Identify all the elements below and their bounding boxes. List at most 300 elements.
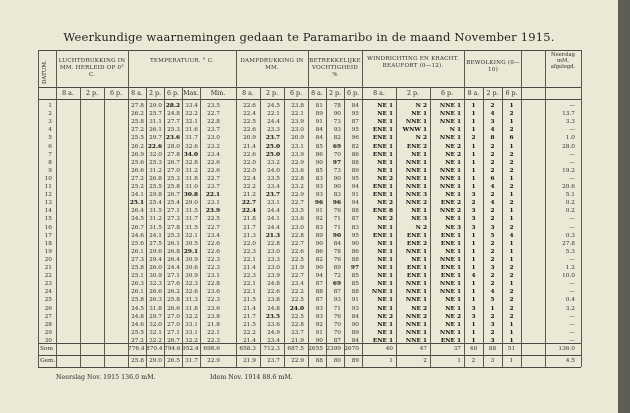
temperature-cell: 25.6 — [131, 159, 144, 166]
cloud-cell: 2 — [509, 159, 514, 166]
wind-cell: NE 1 — [377, 281, 393, 288]
cloud-cell: 2 — [509, 127, 514, 134]
temperature-cell: 33.1 — [185, 321, 198, 328]
cloud-cell: 1 — [509, 329, 514, 336]
temperature-cell: 26.2 — [131, 111, 144, 118]
cloud-cell: 3 — [471, 224, 476, 231]
temperature-cell: 26.3 — [131, 281, 144, 288]
temperature-cell: 29.0 — [149, 103, 162, 109]
humidity-cell: 73 — [333, 119, 341, 126]
humidity-cell: 71 — [333, 224, 341, 231]
cloud-cell: 1 — [509, 119, 514, 126]
totals-cloud: 40 — [469, 346, 478, 352]
humidity-cell: 82 — [333, 135, 341, 142]
day-number: 24 — [44, 289, 52, 296]
subheader-cell: 8 a. — [62, 90, 74, 97]
day-number: 23 — [44, 281, 52, 288]
temperature-cell: 31.8 — [149, 305, 162, 312]
day-number: 26 — [44, 305, 52, 312]
subheader-cell: 2 p. — [148, 90, 162, 97]
vapour-cell: 22.0 — [243, 167, 256, 174]
wind-cell: N 2 — [415, 224, 427, 231]
wind-cell: NNE 1 — [405, 281, 427, 288]
wind-cell: ENE 1 — [440, 232, 461, 239]
wind-cell: ENE 1 — [440, 265, 461, 271]
temperature-cell: 25.4 — [149, 200, 162, 207]
humidity-cell: 93 — [315, 313, 323, 320]
vapour-cell: 24.4 — [267, 119, 280, 126]
vapour-cell: 22.1 — [243, 256, 256, 263]
wind-cell: NNE 1 — [439, 111, 461, 118]
temperature-cell: 28.0 — [167, 143, 180, 150]
wind-cell: ENE 1 — [372, 135, 393, 142]
rain-cell: — — [569, 175, 575, 182]
temperature-cell: 22.8 — [207, 119, 220, 126]
humidity-cell: 94 — [351, 184, 359, 190]
cloud-cell: 2 — [509, 184, 514, 190]
temperature-cell: 22.3 — [207, 265, 220, 271]
cloud-cell: 1 — [471, 256, 476, 263]
temperature-cell: 32.2 — [149, 337, 162, 344]
means-humidity: 89 — [351, 358, 359, 364]
page-edge — [618, 0, 630, 413]
wind-cell: ENE 2 — [440, 200, 461, 207]
wind-cell: N 2 — [415, 135, 427, 142]
cloud-cell: 1 — [471, 111, 476, 118]
wind-cell: NNE 1 — [439, 256, 461, 263]
rain-cell: 5.3 — [565, 248, 575, 255]
totals-cloud: 51 — [507, 346, 516, 352]
footer-neerslag: Neerslag Nov. 1915 136.0 mM. — [56, 374, 156, 381]
vapour-cell: 22.0 — [243, 159, 256, 166]
cloud-cell: 2 — [509, 200, 514, 207]
humidity-cell: 90 — [333, 184, 341, 190]
day-number: 10 — [44, 175, 52, 182]
totals-vapour: 712.3 — [263, 346, 280, 352]
cloud-cell: 2 — [490, 216, 495, 223]
totals-temperature: 776.4 — [128, 346, 145, 352]
wind-cell: NNE 1 — [439, 289, 461, 296]
cloud-cell: 2 — [490, 143, 495, 150]
cloud-cell: 1 — [471, 265, 476, 271]
humidity-cell: 83 — [315, 175, 323, 182]
vapour-cell: 21.4 — [243, 305, 256, 312]
vapour-cell: 22.3 — [243, 248, 256, 255]
wind-cell: NE 2 — [411, 305, 427, 312]
wind-cell: NE 2 — [445, 151, 461, 158]
temperature-cell: 31.2 — [149, 167, 162, 174]
header-wind: WINDRICHTING EN KRACHT. BEAUFORT (0—12). — [367, 56, 459, 69]
temperature-cell: 24.6 — [131, 321, 144, 328]
humidity-cell: 90 — [315, 337, 323, 344]
temperature-cell: 32.3 — [185, 281, 198, 288]
humidity-cell: 88 — [351, 159, 359, 166]
vapour-cell: 24.5 — [267, 103, 280, 109]
wind-cell: NE 1 — [411, 208, 427, 215]
humidity-cell: 86 — [315, 151, 323, 158]
temperature-cell: 24.4 — [167, 265, 180, 271]
temperature-cell: 25.8 — [167, 297, 180, 304]
humidity-cell: 85 — [315, 167, 323, 174]
wind-cell: ENE 1 — [372, 151, 393, 158]
humidity-cell: 87 — [333, 289, 341, 296]
humidity-cell: 85 — [351, 281, 359, 288]
rain-cell: — — [569, 151, 575, 158]
totals-rain: 136.0 — [558, 346, 575, 352]
wind-cell: NE 1 — [377, 159, 393, 166]
humidity-cell: 87 — [315, 281, 323, 288]
cloud-cell: 3 — [490, 119, 495, 126]
vapour-cell: 23.8 — [267, 297, 280, 304]
footer-idem: Idem Nov. 1914 88.6 mM. — [210, 374, 293, 381]
temperature-cell: 34.0 — [183, 151, 198, 158]
day-number: 20 — [44, 256, 52, 263]
wind-cell: WNW 1 — [402, 127, 427, 134]
humidity-cell: 89 — [315, 111, 323, 118]
temperature-cell: 24.5 — [131, 216, 144, 223]
temperature-cell: 27.2 — [131, 127, 144, 134]
cloud-cell: 1 — [471, 175, 476, 182]
cloud-cell: 2 — [490, 313, 495, 320]
vapour-cell: 23.6 — [291, 216, 304, 223]
wind-cell: NE 1 — [411, 151, 427, 158]
cloud-cell: 2 — [509, 167, 514, 174]
temperature-cell: 31.2 — [185, 167, 198, 174]
temperature-cell: 31.8 — [185, 305, 198, 312]
vapour-cell: 24.0 — [267, 167, 280, 174]
temperature-cell: 25.3 — [167, 175, 180, 182]
wind-cell: NNE 2 — [439, 208, 461, 215]
temperature-cell: 27.6 — [167, 281, 180, 288]
wind-cell: NE 1 — [377, 265, 393, 271]
rain-cell: 28.0 — [562, 143, 575, 150]
vapour-cell: 23.4 — [267, 337, 280, 344]
temperature-cell: 29.1 — [183, 248, 198, 255]
temperature-cell: 31.3 — [185, 297, 198, 304]
cloud-cell: 6 — [509, 135, 514, 142]
temperature-cell: 26.6 — [149, 289, 162, 296]
vapour-cell: 22.6 — [243, 127, 256, 134]
temperature-cell: 32.2 — [185, 111, 198, 118]
cloud-cell: 1 — [471, 321, 476, 328]
wind-cell: NE 1 — [445, 216, 461, 223]
subheader-cell: 2 p. — [406, 90, 420, 97]
cloud-cell: 2 — [509, 297, 514, 304]
temperature-cell: 25.5 — [131, 329, 144, 336]
temperature-cell: 26.7 — [167, 337, 180, 344]
wind-cell: ENE 2 — [406, 240, 427, 247]
vapour-cell: 23.0 — [291, 224, 304, 231]
table-bottom-rule — [38, 367, 581, 368]
wind-cell: NE 1 — [377, 103, 393, 109]
cloud-cell: 1 — [471, 167, 476, 174]
vapour-cell: 20.9 — [243, 135, 256, 142]
humidity-cell: 85 — [351, 273, 359, 280]
day-number: 29 — [44, 329, 52, 336]
wind-cell: NE 1 — [445, 321, 461, 328]
temperature-cell: 26.2 — [167, 289, 180, 296]
temperature-cell: 25.1 — [129, 200, 144, 207]
cloud-cell: 3 — [490, 265, 495, 271]
means-vapour: 21.9 — [243, 358, 256, 364]
humidity-cell: 78 — [333, 248, 341, 255]
temperature-cell: 27.2 — [131, 175, 144, 182]
means-vapour: 22.9 — [291, 358, 304, 364]
subheader-cell: 8 a. — [242, 90, 254, 97]
vapour-cell: 22.7 — [291, 273, 304, 280]
cloud-cell: 1 — [471, 240, 476, 247]
temperature-cell: 26.7 — [131, 224, 144, 231]
means-humidity: 80 — [333, 358, 341, 364]
wind-cell: NNE 1 — [405, 167, 427, 174]
temperature-cell: 22.7 — [207, 175, 220, 182]
temperature-cell: 25.2 — [131, 184, 144, 190]
rain-cell: — — [569, 127, 575, 134]
temperature-cell: 29.8 — [149, 192, 162, 199]
temperature-cell: 29.7 — [149, 313, 162, 320]
humidity-cell: 85 — [315, 143, 323, 150]
cloud-cell: 2 — [509, 305, 514, 312]
vapour-cell: 22.6 — [291, 248, 304, 255]
wind-cell: NE 2 — [377, 175, 393, 182]
day-number: 14 — [44, 208, 52, 215]
vapour-cell: 23.7 — [291, 329, 304, 336]
cloud-cell: 4 — [490, 289, 495, 296]
temperature-cell: 27.0 — [167, 167, 180, 174]
totals-wind: 47 — [419, 346, 427, 352]
temperature-cell: 29.4 — [149, 256, 162, 263]
humidity-cell: 83 — [351, 224, 359, 231]
rain-cell: — — [569, 321, 575, 328]
temperature-cell: 29.6 — [149, 248, 162, 255]
header-temperatuur: TEMPERATUUR. ° C. — [149, 58, 215, 64]
vapour-cell: 22.7 — [291, 200, 304, 207]
vapour-cell: 21.3 — [265, 232, 280, 239]
cloud-cell: 2 — [509, 313, 514, 320]
wind-cell: ENE 1 — [372, 337, 393, 344]
temperature-cell: 28.2 — [165, 103, 180, 109]
humidity-cell: 83 — [333, 192, 341, 199]
wind-cell: NE 1 — [377, 167, 393, 174]
means-temperature: 22.9 — [207, 358, 220, 364]
temperature-cell: 32.6 — [185, 143, 198, 150]
day-number: 18 — [44, 240, 52, 247]
rain-cell: 3.3 — [565, 119, 575, 126]
humidity-cell: 92 — [315, 321, 323, 328]
humidity-cell: 94 — [351, 200, 359, 207]
temperature-cell: 25.3 — [167, 127, 180, 134]
humidity-cell: 86 — [315, 248, 323, 255]
subheader-cell: 6 p. — [440, 90, 454, 97]
cloud-cell: 2 — [471, 135, 476, 142]
vapour-cell: 22.2 — [243, 184, 256, 190]
temperature-cell: 27.3 — [167, 216, 180, 223]
rain-cell: 1.2 — [565, 265, 575, 271]
cloud-cell: 1 — [471, 127, 476, 134]
humidity-cell: 78 — [333, 103, 341, 109]
vapour-cell: 22.2 — [243, 329, 256, 336]
wind-cell: NNE 1 — [439, 167, 461, 174]
col-divider — [80, 87, 81, 367]
cloud-cell: 4 — [490, 127, 495, 134]
cloud-cell: 1 — [509, 321, 514, 328]
wind-cell: NNE 1 — [405, 248, 427, 255]
vapour-cell: 23.1 — [267, 200, 280, 207]
humidity-cell: 92 — [315, 216, 323, 223]
wind-cell: NE 2 — [445, 143, 461, 150]
col-divider — [104, 87, 105, 367]
wind-cell: NNE 1 — [405, 297, 427, 304]
temperature-cell: 23.8 — [207, 313, 220, 320]
vapour-cell: 22.8 — [291, 321, 304, 328]
temperature-cell: 25.8 — [131, 265, 144, 271]
humidity-cell: 93 — [351, 305, 359, 312]
cloud-cell: 4 — [471, 273, 476, 280]
wind-cell: NE 1 — [377, 273, 393, 280]
vapour-cell: 22.0 — [243, 240, 256, 247]
vapour-cell: 23.3 — [267, 127, 280, 134]
vapour-cell: 23.5 — [267, 175, 280, 182]
wind-cell: NNE 1 — [405, 289, 427, 296]
temperature-cell: 23.0 — [207, 135, 220, 142]
temperature-cell: 29.0 — [185, 200, 198, 207]
humidity-cell: 88 — [351, 256, 359, 263]
humidity-cell: 97 — [332, 159, 341, 166]
means-cloud: 1 — [509, 358, 514, 364]
wind-cell: NE 3 — [445, 224, 461, 231]
vapour-cell: 21.7 — [243, 313, 256, 320]
wind-cell: NE 3 — [411, 216, 427, 223]
wind-cell: NNE 1 — [405, 184, 427, 190]
humidity-cell: 91 — [315, 208, 323, 215]
vapour-cell: 23.9 — [267, 273, 280, 280]
temperature-cell: 27.1 — [167, 273, 180, 280]
cloud-cell: 2 — [490, 208, 495, 215]
vapour-cell: 22.5 — [243, 119, 256, 126]
vapour-cell: 24.4 — [267, 224, 280, 231]
rain-cell: 3.2 — [565, 305, 575, 312]
temperature-cell: 25.3 — [167, 232, 180, 239]
means-humidity: 88 — [315, 358, 323, 364]
temperature-cell: 22.7 — [207, 224, 220, 231]
wind-cell: NE 1 — [377, 305, 393, 312]
means-wind: 1 — [389, 358, 393, 364]
vapour-cell: 23.4 — [267, 184, 280, 190]
totals-temperature: 698.6 — [203, 346, 220, 352]
rain-cell: — — [569, 103, 575, 109]
rain-cell: 0.4 — [565, 297, 575, 304]
wind-cell: ENE 2 — [406, 143, 427, 150]
vapour-cell: 21.3 — [243, 232, 256, 239]
temperature-cell: 24.6 — [131, 232, 144, 239]
humidity-cell: 76 — [333, 256, 341, 263]
vapour-cell: 23.7 — [265, 135, 280, 142]
means-temperature: 29.0 — [149, 358, 162, 364]
temperature-cell: 26.1 — [131, 289, 144, 296]
day-number: 15 — [44, 216, 52, 223]
subheader-cell: Min. — [210, 90, 226, 97]
temperature-cell: 26.6 — [167, 305, 180, 312]
vapour-cell: 23.9 — [291, 119, 304, 126]
wind-cell: NE 1 — [377, 297, 393, 304]
cloud-cell: 1 — [509, 248, 514, 255]
temperature-cell: 26.8 — [149, 175, 162, 182]
subheader-divider — [38, 99, 581, 100]
temperature-cell: 23.6 — [207, 289, 220, 296]
cloud-cell: 2 — [490, 281, 495, 288]
humidity-cell: 84 — [333, 240, 341, 247]
subheader-cell: 8 a. — [373, 90, 385, 97]
cloud-cell: 3 — [471, 305, 476, 312]
rain-cell: — — [569, 256, 575, 263]
temperature-cell: 25.7 — [149, 111, 162, 118]
wind-cell: ENE 1 — [372, 232, 393, 239]
cloud-cell: 2 — [490, 329, 495, 336]
cloud-cell: 1 — [471, 184, 476, 190]
cloud-cell: 1 — [471, 151, 476, 158]
vapour-cell: 23.7 — [265, 192, 280, 199]
wind-cell: ENE 1 — [372, 127, 393, 134]
cloud-cell: 4 — [509, 232, 514, 239]
wind-cell: NNE 1 — [405, 321, 427, 328]
humidity-cell: 84 — [315, 135, 323, 142]
temperature-cell: 32.1 — [185, 119, 198, 126]
temperature-cell: 26.1 — [149, 127, 162, 134]
vapour-cell: 22.5 — [291, 297, 304, 304]
day-number: 25 — [44, 297, 52, 304]
cloud-cell: 3 — [490, 337, 495, 344]
vapour-cell: 23.5 — [265, 313, 280, 320]
vapour-cell: 21.5 — [243, 321, 256, 328]
cloud-cell: 1 — [471, 297, 476, 304]
humidity-cell: 88 — [351, 208, 359, 215]
humidity-cell: 96 — [314, 200, 323, 207]
humidity-cell: 95 — [351, 175, 359, 182]
vapour-cell: 22.1 — [243, 289, 256, 296]
day-number: 22 — [44, 273, 52, 280]
temperature-cell: 24.1 — [131, 192, 144, 199]
temperature-cell: 25.8 — [131, 297, 144, 304]
humidity-cell: 90 — [351, 321, 359, 328]
temperature-cell: 25.3 — [149, 159, 162, 166]
rain-cell: — — [569, 159, 575, 166]
humidity-cell: 87 — [351, 119, 359, 126]
humidity-cell: 95 — [351, 111, 359, 118]
wind-cell: NE 2 — [377, 200, 393, 207]
temperature-cell: 31.5 — [185, 224, 198, 231]
temperature-cell: 26.2 — [131, 143, 144, 150]
humidity-cell: 94 — [315, 273, 323, 280]
temperature-cell: 29.7 — [149, 135, 162, 142]
vapour-cell: 22.9 — [291, 192, 304, 199]
temperature-cell: 33.1 — [185, 329, 198, 336]
wind-cell: ENE 1 — [440, 337, 461, 344]
temperature-cell: 24.5 — [131, 305, 144, 312]
totals-temperature: 952.4 — [182, 346, 199, 352]
rain-cell: — — [569, 224, 575, 231]
wind-cell: NNE 1 — [439, 103, 461, 109]
temperature-cell: 27.3 — [131, 256, 144, 263]
subheader-cell: 6 p. — [346, 90, 360, 97]
temperature-cell: 23.4 — [207, 232, 220, 239]
col-border — [521, 50, 522, 367]
wind-cell: NNE 2 — [405, 200, 427, 207]
wind-cell: NNE 1 — [405, 159, 427, 166]
humidity-cell: 76 — [333, 208, 341, 215]
cloud-cell: 1 — [509, 143, 514, 150]
temperature-cell: 32.1 — [185, 232, 198, 239]
temperature-cell: 23.7 — [207, 127, 220, 134]
